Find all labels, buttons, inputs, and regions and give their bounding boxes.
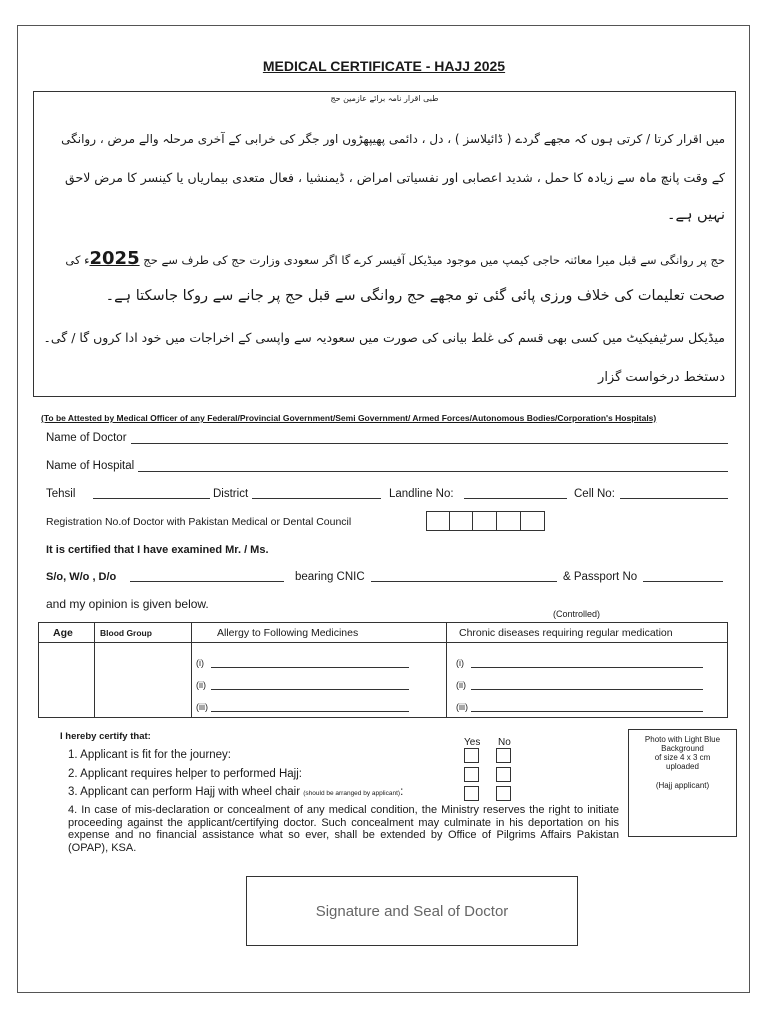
urdu-line-2: کے وقت پانچ ماہ سے زیادہ کا حمل ، شدید اعصابی اور نفسیاتی امراض ، ڈیمنشیا ، فعال متعدی بیماریاں یا کینسر کا مرض لاحق (65, 170, 725, 185)
cnic-label: bearing CNIC (295, 571, 365, 583)
doctor-name-field[interactable] (131, 443, 728, 444)
photo-line-5: (Hajj applicant) (655, 781, 710, 790)
allergy-item-label: (ii) (196, 680, 206, 690)
chronic-item-field[interactable] (471, 711, 703, 712)
district-field[interactable] (252, 498, 381, 499)
photo-line-2: Background (661, 744, 704, 753)
passport-field[interactable] (643, 581, 723, 582)
wheelchair-yes-checkbox[interactable] (464, 786, 479, 801)
helper-no-checkbox[interactable] (496, 767, 511, 782)
urdu-line-4 (65, 248, 725, 269)
certify-heading: I hereby certify that: (60, 731, 151, 742)
signature-label: Signature and Seal of Doctor (315, 902, 509, 920)
hospital-name-label: Name of Hospital (46, 460, 135, 472)
urdu-line-6: میڈیکل سرٹیفیکیٹ میں کسی بھی قسم کی غلط بیانی کی صورت میں سعودیہ سے واپسی کے اخراجات میں خود ادا کروں گا / گی۔ (43, 330, 725, 345)
medical-table (38, 622, 728, 718)
relation-label: S/o, W/o , D/o (46, 571, 117, 583)
landline-label: Landline No: (389, 488, 454, 500)
age-header: Age (53, 627, 73, 639)
applicant-photo-box[interactable] (628, 729, 737, 837)
declaration-text: 4. In case of mis-declaration or concealment of any medical condition, the Ministry reserves the right to initiate proceeding against the applicant/certifying doctor. Such concealment may culminate in his deportation on his expense and no financial assistance what so ever, shall be extended by Office of Pilgrims Affairs Pakistan (OPAP), KSA. (68, 804, 619, 854)
certify-item-1: 1. Applicant is fit for the journey: (68, 749, 232, 761)
cell-field[interactable] (620, 498, 728, 499)
relation-field[interactable] (130, 581, 284, 582)
chronic-item-label: (ii) (456, 680, 466, 690)
chronic-item-field[interactable] (471, 667, 703, 668)
certify-item-3-note: (should be arranged by applicant) (303, 790, 401, 797)
certify-item-3-text: 3. Applicant can perform Hajj with wheel chair (68, 786, 301, 798)
table-column-divider (94, 623, 95, 717)
registration-label: Registration No.of Doctor with Pakistan Medical or Dental Council (46, 516, 352, 528)
doctor-signature-box[interactable] (246, 876, 578, 946)
registration-box-divider (520, 512, 521, 530)
photo-line-3: of size 4 x 3 cm (654, 753, 711, 762)
certify-item-3 (68, 786, 403, 798)
allergy-item-label: (iii) (196, 702, 208, 712)
urdu-line-3: نہیں ہے۔ (666, 207, 725, 223)
helper-yes-checkbox[interactable] (464, 767, 479, 782)
registration-box-divider (496, 512, 497, 530)
urdu-heading: طبی اقرار نامہ برائے عازمین حج (330, 94, 439, 103)
allergy-item-field[interactable] (211, 667, 409, 668)
doctor-name-label: Name of Doctor (46, 432, 127, 444)
urdu-line-4-post: ء کی (65, 253, 90, 267)
cell-label: Cell No: (574, 488, 615, 500)
chronic-item-label: (iii) (456, 702, 468, 712)
fit-yes-checkbox[interactable] (464, 748, 479, 763)
table-header-divider (39, 642, 727, 643)
allergy-item-label: (i) (196, 658, 204, 668)
urdu-line-4-pre: حج پر روانگی سے قبل میرا معائنہ حاجی کیمپ میں موجود میڈیکل آفیسر کرے گا اگر سعودی وزارت حج کی طرف سے حج (143, 253, 725, 267)
page-title: MEDICAL CERTIFICATE - HAJJ 2025 (262, 58, 506, 74)
no-label: No (498, 737, 511, 748)
photo-line-1: Photo with Light Blue (644, 735, 721, 744)
registration-box-divider (449, 512, 450, 530)
allergy-item-field[interactable] (211, 689, 409, 690)
blood-group-header: Blood Group (100, 628, 152, 638)
registration-number-boxes[interactable] (426, 511, 545, 531)
fit-no-checkbox[interactable] (496, 748, 511, 763)
landline-field[interactable] (464, 498, 567, 499)
urdu-year: 2025 (89, 248, 140, 269)
tehsil-field[interactable] (93, 498, 210, 499)
passport-label: & Passport No (563, 571, 638, 583)
controlled-label: (Controlled) (553, 609, 601, 619)
attestation-note: (To be Attested by Medical Officer of any Federal/Provincial Government/Semi Government/ Armed Forces/Autonomous Bodies/Corporation's Hospitals) (41, 413, 657, 423)
registration-box-divider (472, 512, 473, 530)
cnic-field[interactable] (371, 581, 557, 582)
district-label: District (213, 488, 249, 500)
urdu-line-1: میں اقرار کرتا / کرتی ہوں کہ مجھے گردے ( ڈائیلاسز ) ، دل ، دائمی پھیپھڑوں اور جگر کی خرابی کے آخری مرحلہ والے مرض ، روانگی (61, 132, 725, 146)
hospital-name-field[interactable] (138, 471, 728, 472)
certify-item-2: 2. Applicant requires helper to performed Hajj: (68, 768, 302, 780)
table-column-divider (446, 623, 447, 717)
photo-line-4: uploaded (666, 762, 699, 771)
chronic-item-field[interactable] (471, 689, 703, 690)
certify-item-3-colon: : (400, 786, 404, 798)
allergy-header: Allergy to Following Medicines (217, 627, 359, 639)
table-column-divider (191, 623, 192, 717)
urdu-line-5: صحت تعلیمات کی خلاف ورزی پائی گئی تو مجھے حج روانگی سے قبل حج پر جانے سے روکا جاسکتا ہے۔ (105, 288, 725, 304)
chronic-header: Chronic diseases requiring regular medication (459, 627, 673, 639)
certified-label: It is certified that I have examined Mr. / Ms. (46, 544, 269, 556)
urdu-declaration-box (33, 91, 736, 397)
chronic-item-label: (i) (456, 658, 464, 668)
yes-label: Yes (464, 737, 481, 748)
wheelchair-no-checkbox[interactable] (496, 786, 511, 801)
opinion-text: and my opinion is given below. (46, 597, 209, 611)
allergy-item-field[interactable] (211, 711, 409, 712)
urdu-signature: دستخط درخواست گزار (598, 370, 725, 385)
tehsil-label: Tehsil (46, 488, 76, 500)
